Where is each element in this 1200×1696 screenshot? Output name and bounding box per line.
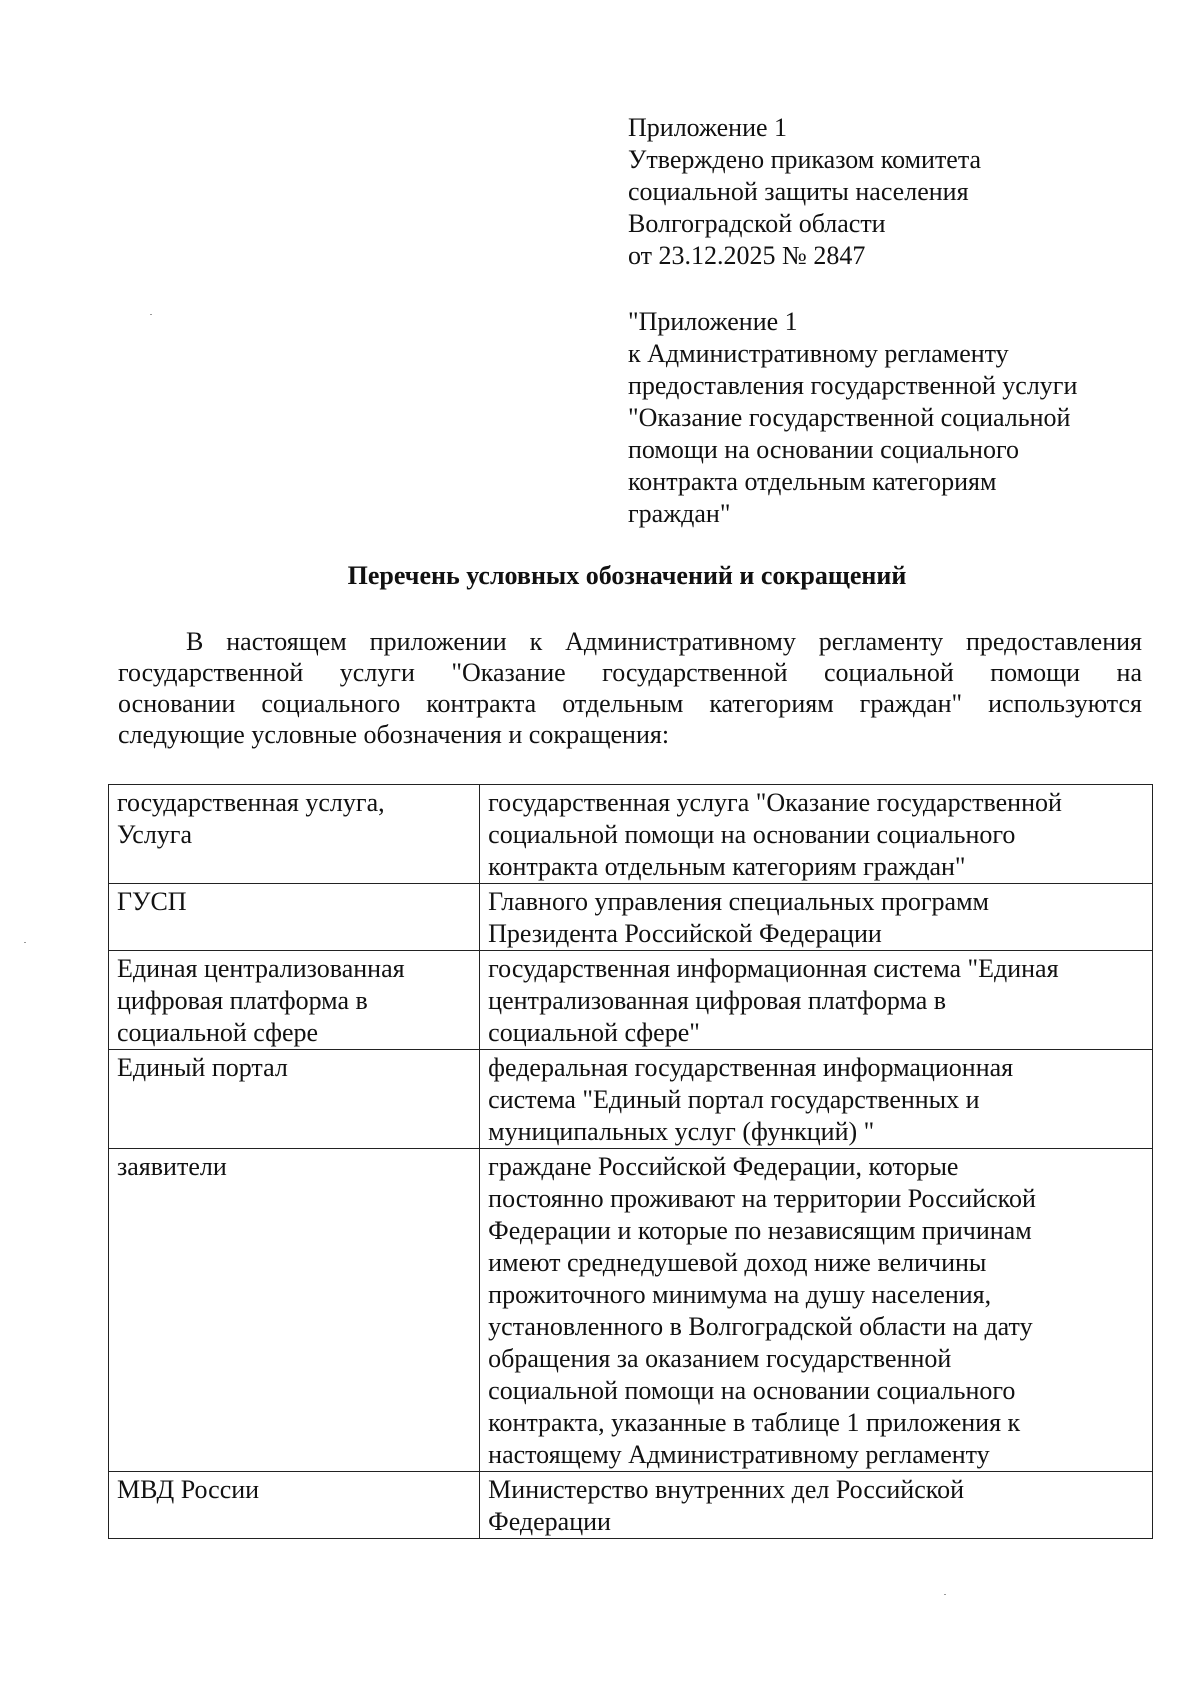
definition-line: социальной сфере" xyxy=(488,1018,700,1047)
annex-line: "Оказание государственной социальной xyxy=(628,403,1071,432)
definition-line: Президента Российской Федерации xyxy=(488,919,882,948)
approval-line: социальной защиты населения xyxy=(628,177,969,206)
scan-speck xyxy=(150,314,152,315)
definition-line: граждане Российской Федерации, которые xyxy=(488,1152,959,1181)
intro-line: основании социального контракта отдельным категориям граждан" используются xyxy=(118,689,1142,718)
annex-line: граждан" xyxy=(628,499,731,528)
term-cell xyxy=(109,1472,480,1539)
scan-speck xyxy=(24,942,26,943)
document-title: Перечень условных обозначений и сокращений xyxy=(347,561,907,590)
definition-cell xyxy=(480,1149,1153,1472)
term-cell xyxy=(109,785,480,884)
annex-block xyxy=(628,306,1168,530)
annex-line: контракта отдельным категориям xyxy=(628,467,997,496)
approval-line: Приложение 1 xyxy=(628,113,788,142)
definition-line: централизованная цифровая платформа в xyxy=(488,986,947,1015)
annex-line: предоставления государственной услуги xyxy=(628,371,1078,400)
definition-line: постоянно проживают на территории Российской xyxy=(488,1184,1036,1213)
approval-line: Утверждено приказом комитета xyxy=(628,145,982,174)
term-line: заявители xyxy=(117,1152,227,1181)
term-line: Услуга xyxy=(117,820,193,849)
definition-line: система "Единый портал государственных и xyxy=(488,1085,980,1114)
term-line: Единый портал xyxy=(117,1053,288,1082)
definition-cell xyxy=(480,785,1153,884)
definition-line: установленного в Волгоградской области на дату xyxy=(488,1312,1033,1341)
term-cell xyxy=(109,1050,480,1149)
approval-block xyxy=(628,112,1148,272)
annex-line: "Приложение 1 xyxy=(628,307,798,336)
term-cell xyxy=(109,884,480,951)
definition-line: Министерство внутренних дел Российской xyxy=(488,1475,964,1504)
definition-line: государственная услуга "Оказание государственной xyxy=(488,788,1062,817)
definition-cell xyxy=(480,951,1153,1050)
table-row xyxy=(109,884,1153,951)
intro-line: следующие условные обозначения и сокращения: xyxy=(118,720,670,749)
table-row xyxy=(109,1050,1153,1149)
term-line: социальной сфере xyxy=(117,1018,319,1047)
definition-line: Федерации xyxy=(488,1507,611,1536)
definition-cell xyxy=(480,1472,1153,1539)
definition-line: социальной помощи на основании социального xyxy=(488,820,1016,849)
term-line: МВД России xyxy=(117,1475,260,1504)
intro-paragraph xyxy=(118,626,1142,750)
table-row xyxy=(109,1472,1153,1539)
term-cell xyxy=(109,1149,480,1472)
term-cell xyxy=(109,951,480,1050)
definition-line: настоящему Административному регламенту xyxy=(488,1440,990,1469)
definition-line: Федерации и которые по независящим причинам xyxy=(488,1216,1032,1245)
definition-line: контракта отдельным категориям граждан" xyxy=(488,852,966,881)
definition-line: Главного управления специальных программ xyxy=(488,887,989,916)
annex-line: помощи на основании социального xyxy=(628,435,1019,464)
definition-cell xyxy=(480,884,1153,951)
definition-line: муниципальных услуг (функций) " xyxy=(488,1117,875,1146)
approval-line: от 23.12.2025 № 2847 xyxy=(628,241,866,270)
table-row xyxy=(109,951,1153,1050)
definition-line: социальной помощи на основании социального xyxy=(488,1376,1016,1405)
definition-line: федеральная государственная информационная xyxy=(488,1053,1014,1082)
abbreviations-table xyxy=(108,784,1153,1539)
definition-line: прожиточного минимума на душу населения, xyxy=(488,1280,992,1309)
annex-line: к Административному регламенту xyxy=(628,339,1009,368)
abbreviations-table-body xyxy=(109,785,1153,1539)
definition-line: обращения за оказанием государственной xyxy=(488,1344,952,1373)
definition-line: имеют среднедушевой доход ниже величины xyxy=(488,1248,987,1277)
definition-cell xyxy=(480,1050,1153,1149)
table-row xyxy=(109,785,1153,884)
scan-speck xyxy=(944,1594,946,1595)
term-line: государственная услуга, xyxy=(117,788,385,817)
term-line: Единая централизованная xyxy=(117,954,405,983)
approval-line: Волгоградской области xyxy=(628,209,886,238)
term-line: ГУСП xyxy=(117,887,187,916)
definition-line: контракта, указанные в таблице 1 приложения к xyxy=(488,1408,1021,1437)
term-line: цифровая платформа в xyxy=(117,986,368,1015)
intro-line: В настоящем приложении к Административному регламенту предоставления xyxy=(186,627,1142,656)
definition-line: государственная информационная система "Единая xyxy=(488,954,1059,983)
table-row xyxy=(109,1149,1153,1472)
intro-line: государственной услуги "Оказание государственной социальной помощи на xyxy=(118,658,1142,687)
